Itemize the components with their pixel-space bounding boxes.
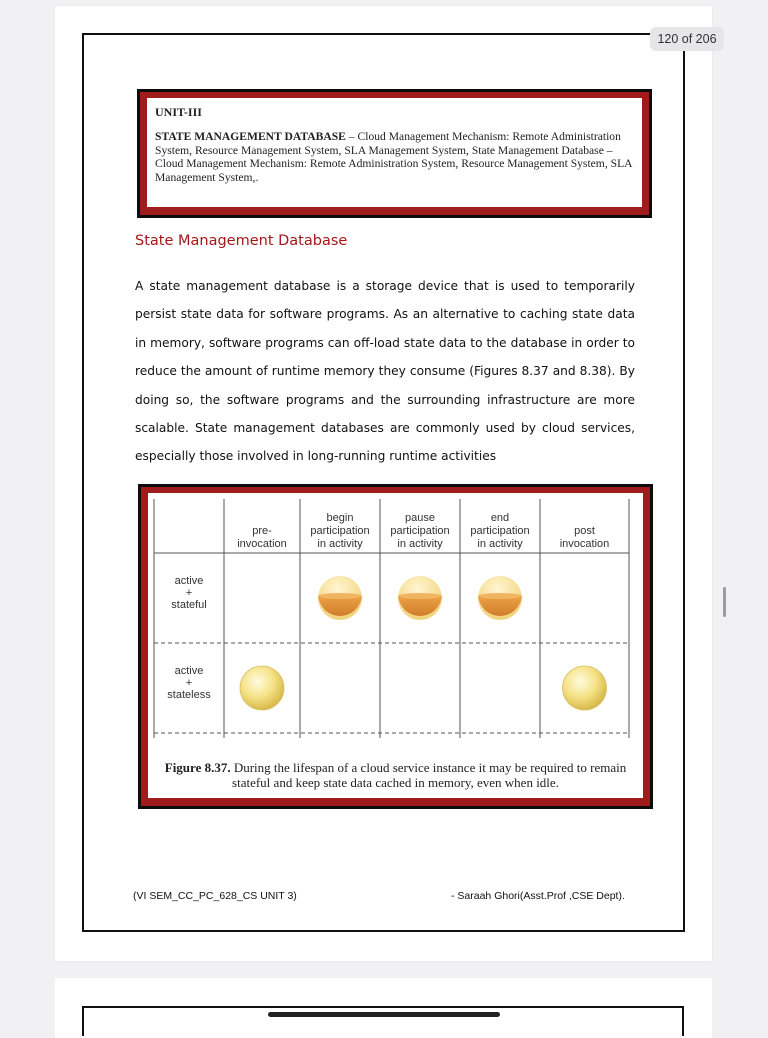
column-header-label: post bbox=[574, 525, 595, 537]
column-header-label: invocation bbox=[237, 538, 287, 550]
column-header-label: begin bbox=[326, 512, 354, 524]
row-header-label: stateless bbox=[167, 689, 211, 701]
column-header-label: participation bbox=[390, 525, 450, 537]
state-orb-half-filled bbox=[398, 576, 442, 620]
state-orb-half-filled bbox=[318, 576, 362, 620]
figure-caption-text: During the lifespan of a cloud service instance it may be required to remain stateful and keep state data cached in memory, even when idle. bbox=[230, 760, 627, 790]
column-header-label: invocation bbox=[559, 538, 610, 550]
column-header-label: end bbox=[490, 512, 510, 524]
state-orb-full bbox=[240, 666, 284, 710]
syllabus-body: – Cloud Management Mechanism: Remote Administration System, Resource Management System, SLA Management System, State Management Database – Cloud Management Mechanism: Remote Administration System, Resource Management System, SLA Management System,. bbox=[155, 130, 632, 184]
syllabus-text bbox=[155, 130, 632, 184]
row-header-label: + bbox=[185, 677, 193, 689]
state-orb-full bbox=[563, 666, 607, 710]
syllabus-lead: STATE MANAGEMENT DATABASE bbox=[155, 130, 346, 143]
syllabus-box bbox=[137, 89, 652, 218]
column-header-label: in activity bbox=[397, 538, 443, 550]
column-header-label: pause bbox=[405, 512, 435, 524]
column-header-label: participation bbox=[470, 525, 530, 537]
row-header-label: stateful bbox=[171, 599, 207, 611]
column-header-label: participation bbox=[310, 525, 370, 537]
scrollbar-thumb[interactable] bbox=[723, 587, 726, 617]
lifecycle-state-diagram bbox=[148, 493, 643, 798]
row-header-label: active bbox=[174, 665, 204, 677]
body-paragraph: A state management database is a storage device that is used to temporarily persist state data for software programs. As an alternative to caching state data in memory, software programs can off-load state data to the database in order to reduce the amount of runtime memory they consume (Figures 8.37 and 8.38). By doing so, the software programs and the surrounding infrastructure are more scalable. State management databases are commonly used by cloud services, especially those involved in long-running runtime activities bbox=[135, 279, 635, 464]
figure-label: Figure 8.37. bbox=[164, 760, 231, 775]
unit-title: UNIT-III bbox=[155, 105, 202, 119]
footer-author: - Saraah Ghori(Asst.Prof ,CSE Dept). bbox=[451, 890, 625, 902]
footer-course-code: (VI SEM_CC_PC_628_CS UNIT 3) bbox=[133, 890, 297, 902]
section-heading: State Management Database bbox=[135, 233, 348, 249]
page-counter: 120 of 206 bbox=[650, 27, 724, 51]
figure-caption bbox=[148, 761, 643, 790]
column-header-label: pre- bbox=[252, 525, 272, 537]
row-header-label: + bbox=[185, 587, 193, 599]
home-indicator[interactable] bbox=[268, 1012, 500, 1017]
column-header-label: in activity bbox=[317, 538, 363, 550]
next-page-border bbox=[82, 1006, 684, 1036]
row-header-label: active bbox=[174, 575, 204, 587]
figure-box bbox=[138, 484, 653, 809]
column-header-label: in activity bbox=[477, 538, 523, 550]
state-orb-half-filled bbox=[478, 576, 522, 620]
